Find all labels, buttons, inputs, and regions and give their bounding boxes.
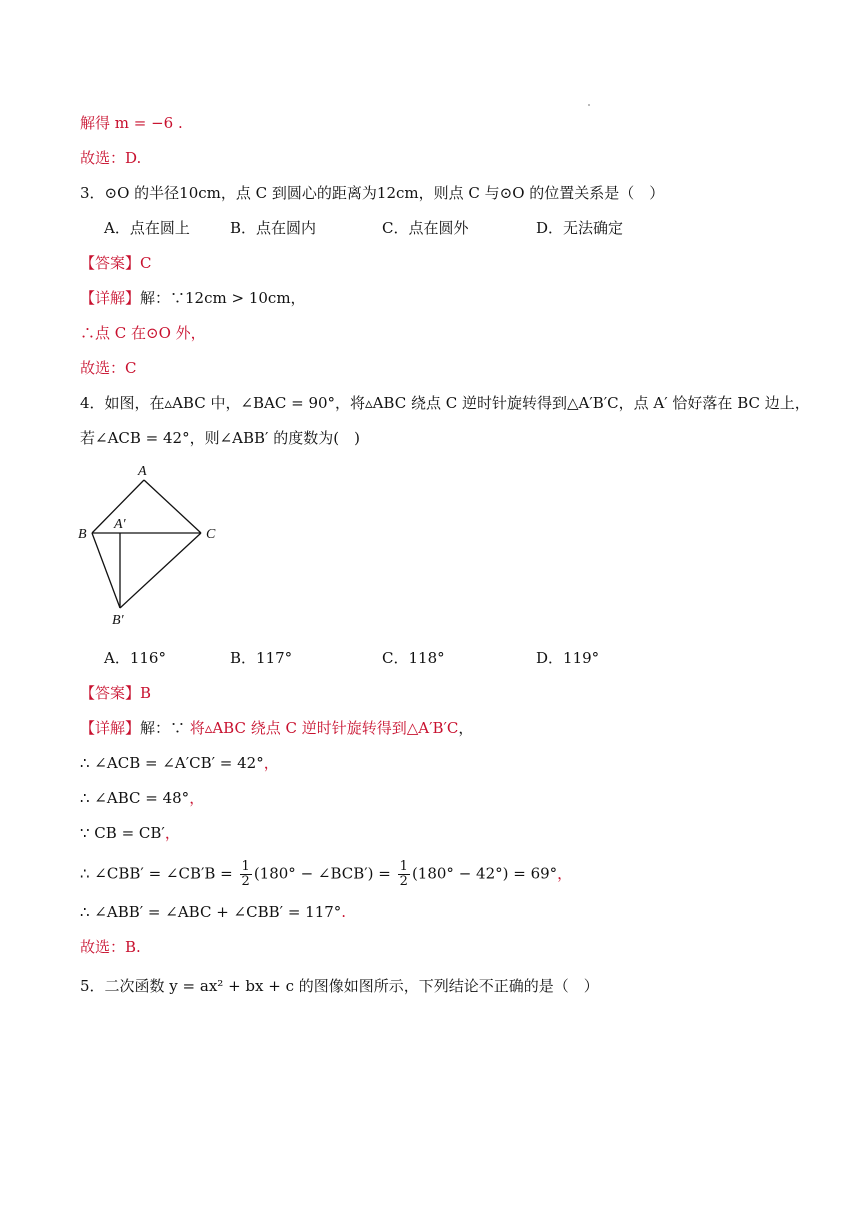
label-b: B [78,527,87,542]
q3-option-d: D．无法确定 [536,219,624,237]
q4-detail-end: ， [458,719,474,737]
q3-detail-line2: ∴点 C 在⊙O 外， [80,324,206,342]
segment-cb1 [120,533,201,608]
q4-option-c: C．118° [382,649,445,667]
segment-bb1 [92,533,120,608]
q4-step3-comma: ， [164,824,180,842]
fraction-half-1-numerator: 1 [241,859,250,874]
q3-detail-label: 【详解】 [80,289,141,307]
q4-option-b: B．117° [230,649,293,667]
q4-option-d: D．119° [536,649,600,667]
q3-options [104,218,804,238]
q4-detail-label: 【详解】 [80,719,141,737]
q4-detail-main: 将▵ABC 绕点 C 逆时针旋转得到△A′B′C [189,719,459,737]
label-c: C [206,527,216,542]
q4-step2 [80,788,204,808]
q4-options [104,648,804,668]
fraction-half-2 [398,860,410,889]
label-a-prime: A′ [114,517,126,532]
q4-step4-comma: ， [557,864,573,883]
q4-step1-comma: ， [263,754,279,772]
q4-triangle-figure [74,460,224,630]
q4-stem-line1: 4．如图，在▵ABC 中，∠BAC = 90°，将▵ABC 绕点 C 逆时针旋转得到△A′B′C，点 A′ 恰好落在 BC 边上， [80,394,810,412]
q4-step5 [80,902,346,922]
q4-step3 [80,823,180,843]
q4-detail-prefix: 解：∵ [140,719,190,737]
q5-stem: 5．二次函数 y = ax² + bx + c 的图像如图所示，下列结论不正确的是（ ） [80,977,599,995]
prev-solution-line: 解得 m = −6 . [80,114,183,132]
q3-choice: 故选：C [80,359,137,377]
q4-step2-comma: ， [189,789,205,807]
q4-stem-line2: 若∠ACB = 42°，则∠ABB′ 的度数为( ) [80,429,360,447]
q4-step1 [80,753,279,773]
q3-option-c: C．点在圆外 [382,219,469,237]
q4-detail-line [80,718,473,738]
fraction-half-1 [240,860,252,889]
prev-choice-line: 故选：D. [80,149,142,167]
q4-step4-part-b: (180° − ∠BCB′) = [253,864,391,883]
q3-option-b: B．点在圆内 [230,219,317,237]
q4-step1-text: ∴ ∠ACB = ∠A′CB′ = 42° [80,754,264,772]
segment-ac [144,480,201,533]
q4-step4-part-c: (180° − 42°) = 69° [411,864,558,883]
q4-choice: 故选：B. [80,938,141,956]
q3-answer: 【答案】C [80,254,152,272]
q3-stem: 3．⊙O 的半径10cm，点 C 到圆心的距离为12cm，则点 C 与⊙O 的位置关系是（ ） [80,184,665,202]
q4-step4-part-a: ∴ ∠CBB′ = ∠CB′B = [80,864,233,883]
fraction-half-2-denominator: 2 [399,874,408,889]
label-b-prime: B′ [112,613,124,628]
q4-step4 [80,860,572,889]
q3-detail-line1 [80,288,306,308]
q4-step2-text: ∴ ∠ABC = 48° [80,789,190,807]
q4-step5-period: . [341,903,347,921]
fraction-half-2-numerator: 1 [399,859,408,874]
q3-option-a: A．点在圆上 [104,219,190,237]
scan-speck [588,104,590,106]
q4-step5-text: ∴ ∠ABB′ = ∠ABC + ∠CBB′ = 117° [80,903,342,921]
fraction-half-1-denominator: 2 [241,874,250,889]
q4-step3-text: ∵ CB = CB′ [80,824,165,842]
q3-detail-text: 解：∵12cm > 10cm， [140,289,306,307]
q4-answer: 【答案】B [80,684,152,702]
label-a: A [138,464,147,479]
q4-option-a: A．116° [104,649,166,667]
